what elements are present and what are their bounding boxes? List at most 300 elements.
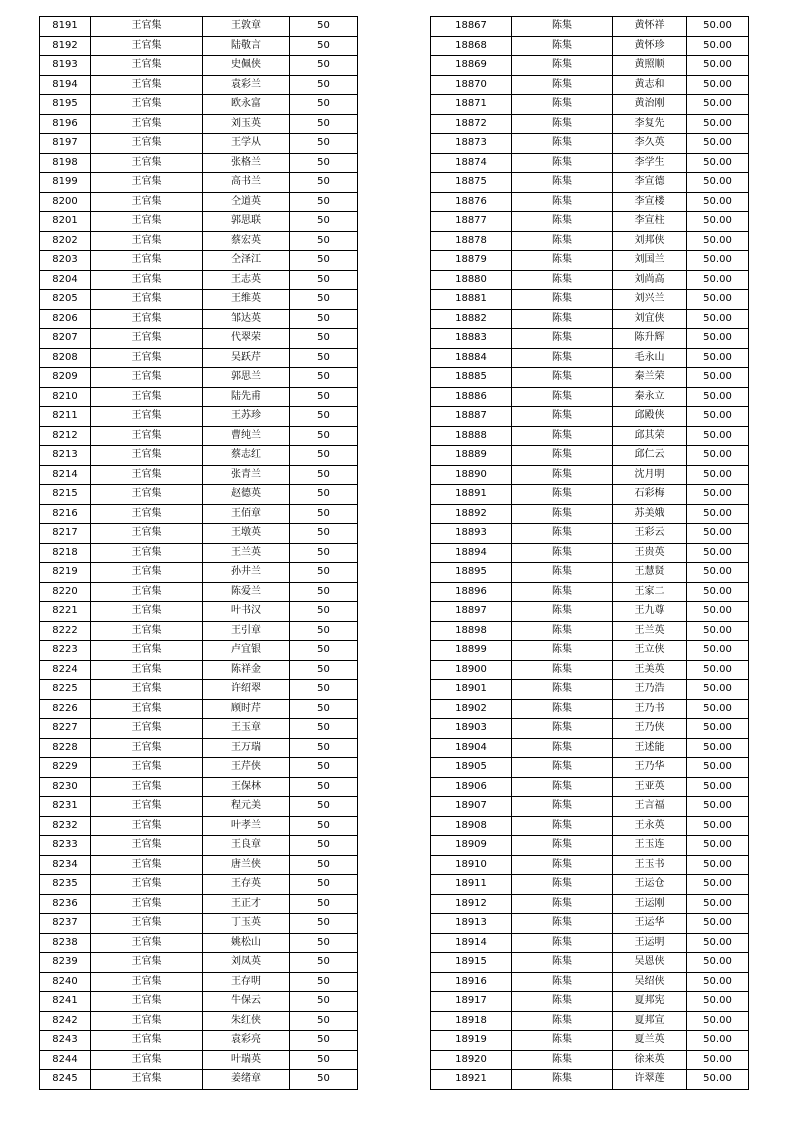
person-name-cell: 王运华 — [613, 914, 687, 934]
village-cell: 王官集 — [91, 231, 203, 251]
serial-number-cell: 18879 — [431, 251, 512, 271]
amount-cell: 50.00 — [687, 387, 749, 407]
amount-cell: 50 — [290, 894, 358, 914]
amount-cell: 50 — [290, 699, 358, 719]
village-cell: 陈集 — [512, 836, 613, 856]
table-row — [40, 407, 358, 427]
table-row — [40, 309, 358, 329]
serial-number-cell: 18919 — [431, 1031, 512, 1051]
person-name-cell: 仝泽江 — [203, 251, 290, 271]
serial-number-cell: 18883 — [431, 329, 512, 349]
table-row — [431, 875, 749, 895]
person-name-cell: 王志英 — [203, 270, 290, 290]
person-name-cell: 王引章 — [203, 621, 290, 641]
amount-cell: 50 — [290, 933, 358, 953]
person-name-cell: 刘兴兰 — [613, 290, 687, 310]
serial-number-cell: 18869 — [431, 56, 512, 76]
person-name-cell: 蔡宏英 — [203, 231, 290, 251]
serial-number-cell: 8238 — [40, 933, 91, 953]
table-row — [431, 95, 749, 115]
village-cell: 王官集 — [91, 212, 203, 232]
person-name-cell: 刘玉英 — [203, 114, 290, 134]
table-row — [40, 816, 358, 836]
serial-number-cell: 8242 — [40, 1011, 91, 1031]
village-cell: 陈集 — [512, 524, 613, 544]
village-cell: 陈集 — [512, 855, 613, 875]
person-name-cell: 王运仓 — [613, 875, 687, 895]
person-name-cell: 许绍翠 — [203, 680, 290, 700]
table-row — [40, 1011, 358, 1031]
amount-cell: 50.00 — [687, 1011, 749, 1031]
table-row — [431, 777, 749, 797]
table-row — [431, 36, 749, 56]
table-row — [431, 660, 749, 680]
person-name-cell: 王维英 — [203, 290, 290, 310]
person-name-cell: 王良章 — [203, 836, 290, 856]
village-cell: 王官集 — [91, 1070, 203, 1090]
serial-number-cell: 18867 — [431, 17, 512, 37]
table-row — [431, 894, 749, 914]
amount-cell: 50.00 — [687, 465, 749, 485]
table-row — [40, 231, 358, 251]
serial-number-cell: 18884 — [431, 348, 512, 368]
village-cell: 王官集 — [91, 348, 203, 368]
amount-cell: 50 — [290, 114, 358, 134]
amount-cell: 50 — [290, 914, 358, 934]
village-cell: 王官集 — [91, 114, 203, 134]
amount-cell: 50 — [290, 407, 358, 427]
table-row — [40, 329, 358, 349]
table-row — [40, 212, 358, 232]
amount-cell: 50.00 — [687, 114, 749, 134]
amount-cell: 50.00 — [687, 231, 749, 251]
village-cell: 王官集 — [91, 17, 203, 37]
amount-cell: 50 — [290, 212, 358, 232]
amount-cell: 50.00 — [687, 1070, 749, 1090]
table-row — [431, 329, 749, 349]
person-name-cell: 王存英 — [203, 875, 290, 895]
person-name-cell: 王立侠 — [613, 641, 687, 661]
serial-number-cell: 18874 — [431, 153, 512, 173]
village-cell: 王官集 — [91, 602, 203, 622]
village-cell: 王官集 — [91, 75, 203, 95]
person-name-cell: 刘尚高 — [613, 270, 687, 290]
person-name-cell: 刘邦侠 — [613, 231, 687, 251]
person-name-cell: 吴绍侠 — [613, 972, 687, 992]
serial-number-cell: 18918 — [431, 1011, 512, 1031]
person-name-cell: 王学从 — [203, 134, 290, 154]
person-name-cell: 王敦章 — [203, 17, 290, 37]
serial-number-cell: 8226 — [40, 699, 91, 719]
table-row — [431, 816, 749, 836]
serial-number-cell: 8230 — [40, 777, 91, 797]
table-row — [431, 621, 749, 641]
amount-cell: 50 — [290, 251, 358, 271]
serial-number-cell: 18878 — [431, 231, 512, 251]
person-name-cell: 邱仁云 — [613, 446, 687, 466]
table-row — [431, 173, 749, 193]
serial-number-cell: 18915 — [431, 953, 512, 973]
village-cell: 陈集 — [512, 933, 613, 953]
village-cell: 陈集 — [512, 1070, 613, 1090]
table-row — [40, 95, 358, 115]
person-name-cell: 代翠荣 — [203, 329, 290, 349]
serial-number-cell: 8235 — [40, 875, 91, 895]
village-cell: 陈集 — [512, 114, 613, 134]
person-name-cell: 孙井兰 — [203, 563, 290, 583]
serial-number-cell: 18886 — [431, 387, 512, 407]
village-cell: 陈集 — [512, 290, 613, 310]
table-row — [40, 992, 358, 1012]
amount-cell: 50 — [290, 134, 358, 154]
village-cell: 王官集 — [91, 797, 203, 817]
table-row — [40, 17, 358, 37]
person-name-cell: 黄怀祥 — [613, 17, 687, 37]
table-row — [40, 875, 358, 895]
village-cell: 王官集 — [91, 1011, 203, 1031]
village-cell: 陈集 — [512, 270, 613, 290]
serial-number-cell: 8229 — [40, 758, 91, 778]
table-row — [40, 602, 358, 622]
village-cell: 王官集 — [91, 680, 203, 700]
serial-number-cell: 18890 — [431, 465, 512, 485]
person-name-cell: 陆敬言 — [203, 36, 290, 56]
serial-number-cell: 8198 — [40, 153, 91, 173]
village-cell: 王官集 — [91, 192, 203, 212]
table-row — [40, 446, 358, 466]
person-name-cell: 黄志和 — [613, 75, 687, 95]
person-name-cell: 欧永富 — [203, 95, 290, 115]
table-row — [431, 738, 749, 758]
serial-number-cell: 18868 — [431, 36, 512, 56]
person-name-cell: 王玉书 — [613, 855, 687, 875]
amount-cell: 50.00 — [687, 153, 749, 173]
table-row — [431, 192, 749, 212]
serial-number-cell: 8241 — [40, 992, 91, 1012]
serial-number-cell: 18900 — [431, 660, 512, 680]
village-cell: 王官集 — [91, 621, 203, 641]
table-row — [431, 56, 749, 76]
serial-number-cell: 8214 — [40, 465, 91, 485]
amount-cell: 50 — [290, 972, 358, 992]
table-row — [40, 719, 358, 739]
village-cell: 陈集 — [512, 758, 613, 778]
village-cell: 王官集 — [91, 95, 203, 115]
village-cell: 陈集 — [512, 738, 613, 758]
person-name-cell: 牛保云 — [203, 992, 290, 1012]
serial-number-cell: 8234 — [40, 855, 91, 875]
village-cell: 陈集 — [512, 953, 613, 973]
table-row — [431, 524, 749, 544]
amount-cell: 50 — [290, 992, 358, 1012]
serial-number-cell: 8207 — [40, 329, 91, 349]
village-cell: 王官集 — [91, 582, 203, 602]
person-name-cell: 王乃浩 — [613, 680, 687, 700]
left-roster-table — [39, 16, 358, 1090]
village-cell: 陈集 — [512, 212, 613, 232]
serial-number-cell: 18882 — [431, 309, 512, 329]
person-name-cell: 高书兰 — [203, 173, 290, 193]
village-cell: 陈集 — [512, 231, 613, 251]
table-row — [431, 992, 749, 1012]
amount-cell: 50 — [290, 153, 358, 173]
person-name-cell: 吴恩侠 — [613, 953, 687, 973]
amount-cell: 50 — [290, 426, 358, 446]
serial-number-cell: 8231 — [40, 797, 91, 817]
person-name-cell: 王保林 — [203, 777, 290, 797]
person-name-cell: 邱殿侠 — [613, 407, 687, 427]
person-name-cell: 黄照顺 — [613, 56, 687, 76]
table-row — [40, 855, 358, 875]
person-name-cell: 王玉章 — [203, 719, 290, 739]
serial-number-cell: 8240 — [40, 972, 91, 992]
serial-number-cell: 8210 — [40, 387, 91, 407]
person-name-cell: 王乃华 — [613, 758, 687, 778]
village-cell: 王官集 — [91, 836, 203, 856]
table-row — [431, 134, 749, 154]
serial-number-cell: 8212 — [40, 426, 91, 446]
serial-number-cell: 8192 — [40, 36, 91, 56]
table-row — [40, 153, 358, 173]
person-name-cell: 郭思兰 — [203, 368, 290, 388]
amount-cell: 50 — [290, 504, 358, 524]
amount-cell: 50 — [290, 855, 358, 875]
table-row — [40, 348, 358, 368]
serial-number-cell: 8206 — [40, 309, 91, 329]
serial-number-cell: 18898 — [431, 621, 512, 641]
person-name-cell: 王家二 — [613, 582, 687, 602]
table-row — [40, 290, 358, 310]
village-cell: 王官集 — [91, 485, 203, 505]
amount-cell: 50 — [290, 348, 358, 368]
amount-cell: 50.00 — [687, 485, 749, 505]
serial-number-cell: 18888 — [431, 426, 512, 446]
table-row — [40, 114, 358, 134]
village-cell: 陈集 — [512, 992, 613, 1012]
village-cell: 王官集 — [91, 504, 203, 524]
serial-number-cell: 8220 — [40, 582, 91, 602]
village-cell: 陈集 — [512, 56, 613, 76]
village-cell: 陈集 — [512, 251, 613, 271]
serial-number-cell: 18904 — [431, 738, 512, 758]
amount-cell: 50.00 — [687, 563, 749, 583]
village-cell: 陈集 — [512, 680, 613, 700]
amount-cell: 50.00 — [687, 348, 749, 368]
person-name-cell: 王乃书 — [613, 699, 687, 719]
table-row — [40, 933, 358, 953]
serial-number-cell: 18912 — [431, 894, 512, 914]
serial-number-cell: 18920 — [431, 1050, 512, 1070]
table-row — [431, 485, 749, 505]
table-row — [40, 485, 358, 505]
amount-cell: 50.00 — [687, 777, 749, 797]
village-cell: 王官集 — [91, 758, 203, 778]
village-cell: 陈集 — [512, 153, 613, 173]
serial-number-cell: 8233 — [40, 836, 91, 856]
right-roster-body — [431, 17, 749, 1090]
serial-number-cell: 8236 — [40, 894, 91, 914]
table-row — [40, 173, 358, 193]
amount-cell: 50.00 — [687, 738, 749, 758]
village-cell: 王官集 — [91, 816, 203, 836]
amount-cell: 50.00 — [687, 914, 749, 934]
person-name-cell: 邱其荣 — [613, 426, 687, 446]
village-cell: 陈集 — [512, 1031, 613, 1051]
person-name-cell: 李宣柱 — [613, 212, 687, 232]
serial-number-cell: 8232 — [40, 816, 91, 836]
person-name-cell: 王九尊 — [613, 602, 687, 622]
table-row — [431, 1011, 749, 1031]
amount-cell: 50.00 — [687, 309, 749, 329]
person-name-cell: 夏邦宣 — [613, 1011, 687, 1031]
amount-cell: 50.00 — [687, 251, 749, 271]
table-row — [40, 1050, 358, 1070]
amount-cell: 50 — [290, 738, 358, 758]
table-row — [431, 231, 749, 251]
village-cell: 陈集 — [512, 387, 613, 407]
amount-cell: 50.00 — [687, 17, 749, 37]
serial-number-cell: 8243 — [40, 1031, 91, 1051]
table-row — [431, 114, 749, 134]
table-row — [431, 680, 749, 700]
person-name-cell: 郭思联 — [203, 212, 290, 232]
person-name-cell: 王述能 — [613, 738, 687, 758]
table-row — [431, 719, 749, 739]
village-cell: 陈集 — [512, 816, 613, 836]
serial-number-cell: 18875 — [431, 173, 512, 193]
person-name-cell: 毛永山 — [613, 348, 687, 368]
village-cell: 王官集 — [91, 251, 203, 271]
person-name-cell: 仝道英 — [203, 192, 290, 212]
person-name-cell: 夏邦宪 — [613, 992, 687, 1012]
person-name-cell: 沈月明 — [613, 465, 687, 485]
person-name-cell: 张格兰 — [203, 153, 290, 173]
person-name-cell: 陈升辉 — [613, 329, 687, 349]
village-cell: 陈集 — [512, 504, 613, 524]
village-cell: 王官集 — [91, 914, 203, 934]
village-cell: 王官集 — [91, 699, 203, 719]
table-row — [431, 407, 749, 427]
amount-cell: 50 — [290, 543, 358, 563]
amount-cell: 50.00 — [687, 504, 749, 524]
serial-number-cell: 18889 — [431, 446, 512, 466]
amount-cell: 50 — [290, 309, 358, 329]
table-row — [431, 1050, 749, 1070]
person-name-cell: 刘凤英 — [203, 953, 290, 973]
table-row — [431, 914, 749, 934]
person-name-cell: 苏美娥 — [613, 504, 687, 524]
person-name-cell: 秦永立 — [613, 387, 687, 407]
amount-cell: 50.00 — [687, 446, 749, 466]
village-cell: 陈集 — [512, 192, 613, 212]
person-name-cell: 丁玉英 — [203, 914, 290, 934]
serial-number-cell: 18907 — [431, 797, 512, 817]
amount-cell: 50.00 — [687, 699, 749, 719]
table-row — [40, 368, 358, 388]
serial-number-cell: 18891 — [431, 485, 512, 505]
person-name-cell: 朱红侠 — [203, 1011, 290, 1031]
amount-cell: 50.00 — [687, 797, 749, 817]
person-name-cell: 李宣楼 — [613, 192, 687, 212]
person-name-cell: 曹纯兰 — [203, 426, 290, 446]
serial-number-cell: 8227 — [40, 719, 91, 739]
serial-number-cell: 8205 — [40, 290, 91, 310]
amount-cell: 50 — [290, 17, 358, 37]
village-cell: 陈集 — [512, 329, 613, 349]
table-row — [40, 582, 358, 602]
serial-number-cell: 18892 — [431, 504, 512, 524]
amount-cell: 50 — [290, 290, 358, 310]
table-row — [431, 602, 749, 622]
village-cell: 陈集 — [512, 543, 613, 563]
table-row — [431, 953, 749, 973]
amount-cell: 50.00 — [687, 582, 749, 602]
person-name-cell: 陈爱兰 — [203, 582, 290, 602]
table-row — [40, 972, 358, 992]
serial-number-cell: 18921 — [431, 1070, 512, 1090]
person-name-cell: 李久英 — [613, 134, 687, 154]
village-cell: 陈集 — [512, 17, 613, 37]
person-name-cell: 王美英 — [613, 660, 687, 680]
amount-cell: 50.00 — [687, 95, 749, 115]
table-row — [431, 446, 749, 466]
amount-cell: 50 — [290, 875, 358, 895]
table-row — [431, 290, 749, 310]
person-name-cell: 王佰章 — [203, 504, 290, 524]
amount-cell: 50 — [290, 387, 358, 407]
person-name-cell: 许翠莲 — [613, 1070, 687, 1090]
person-name-cell: 王乃侠 — [613, 719, 687, 739]
amount-cell: 50 — [290, 641, 358, 661]
amount-cell: 50 — [290, 816, 358, 836]
person-name-cell: 王万瑞 — [203, 738, 290, 758]
village-cell: 陈集 — [512, 797, 613, 817]
amount-cell: 50 — [290, 56, 358, 76]
amount-cell: 50 — [290, 777, 358, 797]
right-roster-table — [430, 16, 749, 1090]
serial-number-cell: 18881 — [431, 290, 512, 310]
village-cell: 王官集 — [91, 290, 203, 310]
amount-cell: 50.00 — [687, 56, 749, 76]
person-name-cell: 李学生 — [613, 153, 687, 173]
serial-number-cell: 8215 — [40, 485, 91, 505]
person-name-cell: 王永英 — [613, 816, 687, 836]
village-cell: 陈集 — [512, 36, 613, 56]
serial-number-cell: 18885 — [431, 368, 512, 388]
table-row — [40, 758, 358, 778]
amount-cell: 50 — [290, 1011, 358, 1031]
table-row — [40, 465, 358, 485]
person-name-cell: 史佩侠 — [203, 56, 290, 76]
village-cell: 陈集 — [512, 719, 613, 739]
village-cell: 王官集 — [91, 134, 203, 154]
table-row — [40, 134, 358, 154]
person-name-cell: 叶孝兰 — [203, 816, 290, 836]
serial-number-cell: 8239 — [40, 953, 91, 973]
table-row — [40, 699, 358, 719]
amount-cell: 50 — [290, 621, 358, 641]
amount-cell: 50 — [290, 524, 358, 544]
village-cell: 陈集 — [512, 426, 613, 446]
serial-number-cell: 8200 — [40, 192, 91, 212]
village-cell: 王官集 — [91, 329, 203, 349]
amount-cell: 50.00 — [687, 543, 749, 563]
amount-cell: 50.00 — [687, 290, 749, 310]
person-name-cell: 黄治刚 — [613, 95, 687, 115]
table-row — [40, 56, 358, 76]
serial-number-cell: 8244 — [40, 1050, 91, 1070]
table-row — [40, 426, 358, 446]
